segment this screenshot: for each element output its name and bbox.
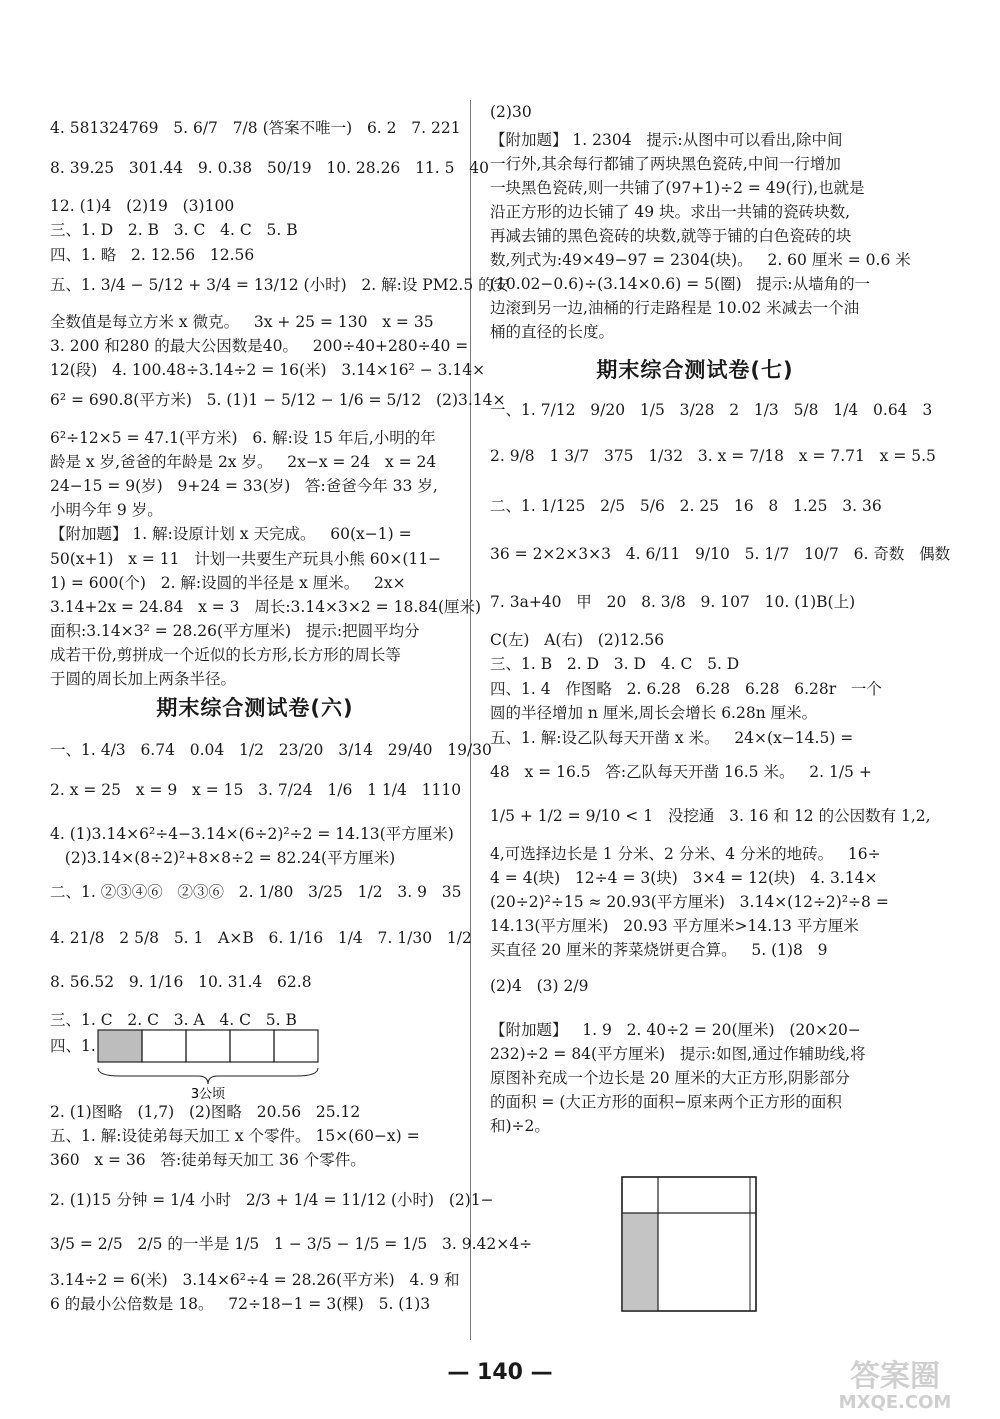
answer-line: 48 x = 16.5 答:乙队每天开凿 16.5 米。 2. 1/5 + bbox=[490, 763, 872, 781]
answer-line: 3.14+2x = 24.84 x = 3 周长:3.14×3×2 = 18.84(厘米) bbox=[50, 598, 482, 616]
answer-line: 【附加题】 1. 解:设原计划 x 天完成。 60(x−1) = bbox=[50, 525, 412, 543]
answer-line: 四、1. bbox=[50, 1037, 96, 1055]
answer-line: 买直径 20 厘米的荠菜烧饼更合算。 5. (1)8 9 bbox=[490, 941, 828, 959]
strip-cell bbox=[186, 1030, 230, 1062]
answer-line: 8. 56.52 9. 1/16 10. 31.4 62.8 bbox=[50, 973, 312, 991]
answer-line: C(左) A(右) (2)12.56 bbox=[490, 631, 665, 649]
answer-line: 【附加题】 1. 2304 提示:从图中可以看出,除中间 bbox=[490, 131, 843, 149]
answer-line: 桶的直径的长度。 bbox=[490, 323, 615, 341]
answer-line: 原图补充成一个边长是 20 厘米的大正方形,阴影部分 bbox=[490, 1069, 851, 1087]
answer-line: 四、1. 4 作图略 2. 6.28 6.28 6.28 6.28r 一个 bbox=[490, 680, 882, 698]
answer-line: 6 的最小公倍数是 18。 72÷18−1 = 3(棵) 5. (1)3 bbox=[50, 1295, 431, 1313]
answer-line: 沿正方形的边长铺了 49 块。求出一共铺的瓷砖块数, bbox=[490, 203, 851, 221]
answer-line: (2)4 (3) 2/9 bbox=[490, 977, 589, 995]
area-strip-diagram bbox=[90, 1028, 330, 1100]
answer-line: 龄是 x 岁,爸爸的年龄是 2x 岁。 2x−x = 24 x = 24 bbox=[50, 453, 437, 471]
answer-line: 一、1. 4/3 6.74 0.04 1/2 23/20 3/14 29/40 19/30 bbox=[50, 741, 492, 759]
answer-line: 12(段) 4. 100.48÷3.14÷2 = 16(米) 3.14×16² − 3.14× bbox=[50, 361, 486, 379]
answer-line: 【附加题】 1. 9 2. 40÷2 = 20(厘米) (20×20− bbox=[490, 1021, 861, 1039]
answer-line: 二、1. 1/125 2/5 5/6 2. 25 16 8 1.25 3. 36 bbox=[490, 497, 882, 515]
answer-line: 2. (1)图略 (1,7) (2)图略 20.56 25.12 bbox=[50, 1103, 361, 1121]
answer-line: 和)÷2。 bbox=[490, 1117, 550, 1135]
answer-line: 圆的半径增加 n 厘米,周长会增长 6.28n 厘米。 bbox=[490, 704, 818, 722]
watermark-url: MXQE.COM bbox=[838, 1392, 952, 1413]
watermark-text: 答案圈 bbox=[850, 1359, 940, 1394]
answer-line: 二、1. ②③④⑥ ②③⑥ 2. 1/80 3/25 1/2 3. 9 35 bbox=[50, 883, 462, 901]
answer-line: 数,列式为:49×49−97 = 2304(块)。 2. 60 厘米 = 0.6 米 bbox=[490, 251, 911, 269]
answer-line: 6²÷12×5 = 47.1(平方米) 6. 解:设 15 年后,小明的年 bbox=[50, 429, 436, 447]
answer-line: (10.02−0.6)÷(3.14×0.6) = 5(圈) 提示:从墙角的一 bbox=[490, 275, 871, 293]
answer-line: 三、1. C 2. C 3. A 4. C 5. B bbox=[50, 1011, 297, 1029]
answer-line: 360 x = 36 答:徒弟每天加工 36 个零件。 bbox=[50, 1151, 366, 1169]
answer-line: 232)÷2 = 84(平方厘米) 提示:如图,通过作辅助线,将 bbox=[490, 1045, 866, 1063]
answer-line: 成若干份,剪拼成一个近似的长方形,长方形的周长等 bbox=[50, 646, 401, 664]
answer-line: (20÷2)²÷15 ≈ 20.93(平方厘米) 3.14×(12÷2)²÷8 = bbox=[490, 893, 889, 911]
answer-line: 一、1. 7/12 9/20 1/5 3/28 2 1/3 5/8 1/4 0.64 3 bbox=[490, 401, 933, 419]
answer-line: 五、1. 解:设徒弟每天加工 x 个零件。 15×(60−x) = bbox=[50, 1127, 420, 1145]
answer-line: (2)30 bbox=[490, 103, 532, 121]
strip-cell bbox=[230, 1030, 274, 1062]
square-diagram bbox=[620, 1175, 760, 1315]
strip-cell bbox=[274, 1030, 318, 1062]
watermark-logo bbox=[807, 1352, 982, 1414]
answer-line: 三、1. D 2. B 3. C 4. C 5. B bbox=[50, 221, 298, 239]
section-heading: 期末综合测试卷(六) bbox=[156, 696, 354, 720]
answer-line: 2. 9/8 1 3/7 375 1/32 3. x = 7/18 x = 7.71 x = 5.5 bbox=[490, 447, 936, 465]
answer-line: 面积:3.14×3² = 28.26(平方厘米) 提示:把圆平均分 bbox=[50, 622, 420, 640]
answer-line: 五、1. 解:设乙队每天开凿 x 米。 24×(x−14.5) = bbox=[490, 729, 854, 747]
answer-line: 的面积 = (大正方形的面积−原来两个正方形的面积 bbox=[490, 1093, 842, 1111]
answer-line: 一块黑色瓷砖,则一共铺了(97+1)÷2 = 49(行),也就是 bbox=[490, 179, 865, 197]
answer-line: 2. x = 25 x = 9 x = 15 3. 7/24 1/6 1 1/4 1110 bbox=[50, 781, 462, 799]
answer-line: 2. (1)15 分钟 = 1/4 小时 2/3 + 1/4 = 11/12 (小时) (2)1− bbox=[50, 1191, 494, 1209]
answer-line: 3/5 = 2/5 2/5 的一半是 1/5 1 − 3/5 − 1/5 = 1/5 3. 9.42×4÷ bbox=[50, 1235, 533, 1253]
answer-line: 4. 581324769 5. 6/7 7/8 (答案不唯一) 6. 2 7. 221 bbox=[50, 119, 461, 137]
answer-line: 1) = 600(个) 2. 解:设圆的半径是 x 厘米。 2x× bbox=[50, 574, 406, 592]
answer-line: 五、1. 3/4 − 5/12 + 3/4 = 13/12 (小时) 2. 解:设 PM2.5 的安 bbox=[50, 276, 510, 294]
shaded-cell bbox=[98, 1030, 142, 1062]
answer-line: 7. 3a+40 甲 20 8. 3/8 9. 107 10. (1)B(上) bbox=[490, 593, 856, 611]
answer-line: 36 = 2×2×3×3 4. 6/11 9/10 5. 1/7 10/7 6. 奇数 偶数 bbox=[490, 545, 951, 563]
answer-line: 一行外,其余每行都铺了两块黑色瓷砖,中间一行增加 bbox=[490, 155, 841, 173]
answer-line: 50(x+1) x = 11 计划一共要生产玩具小熊 60×(11− bbox=[50, 550, 442, 568]
answer-line: 小明今年 9 岁。 bbox=[50, 501, 163, 519]
page-number: — 140 — bbox=[447, 1360, 553, 1385]
scale-label: 3公顷 bbox=[190, 1087, 226, 1100]
answer-line: 1/5 + 1/2 = 9/10 < 1 没挖通 3. 16 和 12 的公因数有 1,2, bbox=[490, 807, 931, 825]
answer-line: 3. 200 和280 的最大公因数是40。 200÷40+280÷40 = bbox=[50, 337, 469, 355]
brace bbox=[98, 1068, 318, 1084]
shaded-region bbox=[622, 1213, 658, 1311]
answer-line: 8. 39.25 301.44 9. 0.38 50/19 10. 28.26 11. 5 40 bbox=[50, 159, 490, 177]
section-heading: 期末综合测试卷(七) bbox=[596, 358, 794, 382]
answer-line: 4. (1)3.14×6²÷4−3.14×(6÷2)²÷2 = 14.13(平方厘米) bbox=[50, 825, 454, 843]
answer-line: 4 = 4(块) 12÷4 = 3(块) 3×4 = 12(块) 4. 3.14× bbox=[490, 869, 878, 887]
answer-line: 于圆的周长加上两条半径。 bbox=[50, 670, 237, 688]
answer-line: 4,可选择边长是 1 分米、2 分米、4 分米的地砖。 16÷ bbox=[490, 845, 881, 863]
answer-line: 4. 21/8 2 5/8 5. 1 A×B 6. 1/16 1/4 7. 1/30 1/2 bbox=[50, 929, 472, 947]
answer-line: 6² = 690.8(平方米) 5. (1)1 − 5/12 − 1/6 = 5/12 (2)3.14× bbox=[50, 391, 506, 409]
answer-line: 14.13(平方厘米) 20.93 平方厘米>14.13 平方厘米 bbox=[490, 917, 859, 935]
answer-line: 12. (1)4 (2)19 (3)100 bbox=[50, 197, 235, 215]
answer-line: 3.14÷2 = 6(米) 3.14×6²÷4 = 28.26(平方米) 4. 9 和 bbox=[50, 1271, 460, 1289]
answer-line: 全数值是每立方米 x 微克。 3x + 25 = 130 x = 35 bbox=[50, 313, 434, 331]
answer-line: 三、1. B 2. D 3. D 4. C 5. D bbox=[490, 655, 740, 673]
answer-line: 再减去铺的黑色瓷砖的块数,就等于铺的白色瓷砖的块 bbox=[490, 227, 852, 245]
answer-line: 24−15 = 9(岁) 9+24 = 33(岁) 答:爸爸今年 33 岁, bbox=[50, 477, 438, 495]
strip-cell bbox=[142, 1030, 186, 1062]
answer-line: (2)3.14×(8÷2)²+8×8÷2 = 82.24(平方厘米) bbox=[50, 849, 396, 867]
answer-line: 边滚到另一边,油桶的行走路程是 10.02 米减去一个油 bbox=[490, 299, 860, 317]
answer-line: 四、1. 略 2. 12.56 12.56 bbox=[50, 246, 255, 264]
